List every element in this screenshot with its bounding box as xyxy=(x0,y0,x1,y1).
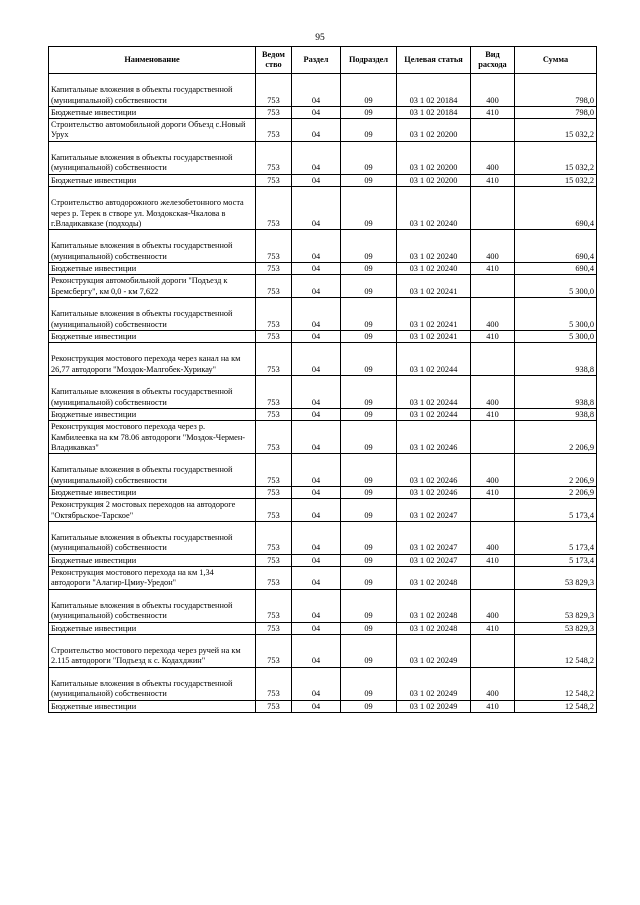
table-row xyxy=(49,74,597,107)
cell-razdel: 04 xyxy=(292,700,341,712)
cell-name: Реконструкция автомобильной дороги "Подъезд к Бремсбергу", км 0,0 - км 7,622 xyxy=(49,275,256,298)
cell-target-article: 03 1 02 20241 xyxy=(397,275,471,298)
cell-name: Строительство автомобильной дороги Объезд с.Новый Урух xyxy=(49,119,256,142)
table-row xyxy=(49,297,597,330)
cell-name: Капитальные вложения в объекты государственной (муниципальной) собственности xyxy=(49,74,256,107)
cell-podrazdel: 09 xyxy=(341,408,397,420)
cell-ved: 753 xyxy=(256,119,292,142)
cell-podrazdel: 09 xyxy=(341,174,397,186)
cell-razdel: 04 xyxy=(292,589,341,622)
cell-podrazdel: 09 xyxy=(341,297,397,330)
cell-expense-type: 400 xyxy=(471,74,515,107)
table-row xyxy=(49,554,597,566)
cell-sum: 798,0 xyxy=(515,74,597,107)
cell-target-article: 03 1 02 20246 xyxy=(397,454,471,487)
budget-table xyxy=(48,46,597,713)
cell-ved: 753 xyxy=(256,499,292,522)
cell-podrazdel: 09 xyxy=(341,376,397,409)
cell-podrazdel: 09 xyxy=(341,230,397,263)
cell-razdel: 04 xyxy=(292,486,341,498)
cell-podrazdel: 09 xyxy=(341,275,397,298)
cell-sum: 12 548,2 xyxy=(515,700,597,712)
cell-target-article: 03 1 02 20200 xyxy=(397,141,471,174)
cell-sum: 53 829,3 xyxy=(515,567,597,590)
cell-razdel: 04 xyxy=(292,186,341,229)
cell-name: Строительство автодорожного железобетонного моста через р. Терек в створе ул. Моздокская-Чкалова в г.Владикавказе (подходы) xyxy=(49,186,256,229)
table-row xyxy=(49,700,597,712)
cell-sum: 938,8 xyxy=(515,376,597,409)
cell-podrazdel: 09 xyxy=(341,499,397,522)
header-expense-type: Вид расхода xyxy=(471,47,515,74)
cell-target-article: 03 1 02 20244 xyxy=(397,343,471,376)
table-row xyxy=(49,567,597,590)
cell-podrazdel: 09 xyxy=(341,622,397,634)
cell-razdel: 04 xyxy=(292,667,341,700)
cell-target-article: 03 1 02 20248 xyxy=(397,567,471,590)
cell-ved: 753 xyxy=(256,186,292,229)
table-row xyxy=(49,486,597,498)
cell-target-article: 03 1 02 20244 xyxy=(397,376,471,409)
cell-expense-type: 410 xyxy=(471,263,515,275)
cell-sum: 5 300,0 xyxy=(515,275,597,298)
cell-name: Капитальные вложения в объекты государственной (муниципальной) собственности xyxy=(49,667,256,700)
cell-razdel: 04 xyxy=(292,376,341,409)
cell-target-article: 03 1 02 20240 xyxy=(397,263,471,275)
cell-target-article: 03 1 02 20249 xyxy=(397,634,471,667)
cell-ved: 753 xyxy=(256,263,292,275)
cell-target-article: 03 1 02 20248 xyxy=(397,589,471,622)
table-row xyxy=(49,622,597,634)
cell-expense-type: 400 xyxy=(471,521,515,554)
cell-target-article: 03 1 02 20246 xyxy=(397,421,471,454)
cell-expense-type: 410 xyxy=(471,106,515,118)
cell-sum: 15 032,2 xyxy=(515,119,597,142)
cell-sum: 798,0 xyxy=(515,106,597,118)
header-podrazdel: Подраздел xyxy=(341,47,397,74)
cell-expense-type xyxy=(471,421,515,454)
cell-sum: 2 206,9 xyxy=(515,486,597,498)
table-row xyxy=(49,106,597,118)
cell-expense-type: 410 xyxy=(471,174,515,186)
cell-name: Капитальные вложения в объекты государственной (муниципальной) собственности xyxy=(49,297,256,330)
cell-name: Бюджетные инвестиции xyxy=(49,106,256,118)
cell-ved: 753 xyxy=(256,567,292,590)
cell-podrazdel: 09 xyxy=(341,119,397,142)
cell-ved: 753 xyxy=(256,141,292,174)
table-row xyxy=(49,275,597,298)
cell-podrazdel: 09 xyxy=(341,141,397,174)
cell-ved: 753 xyxy=(256,622,292,634)
cell-podrazdel: 09 xyxy=(341,589,397,622)
cell-target-article: 03 1 02 20247 xyxy=(397,554,471,566)
cell-ved: 753 xyxy=(256,343,292,376)
header-ved: Ведом ство xyxy=(256,47,292,74)
cell-ved: 753 xyxy=(256,521,292,554)
cell-sum: 690,4 xyxy=(515,186,597,229)
table-row xyxy=(49,454,597,487)
table-row xyxy=(49,421,597,454)
cell-podrazdel: 09 xyxy=(341,106,397,118)
cell-expense-type xyxy=(471,343,515,376)
cell-name: Бюджетные инвестиции xyxy=(49,554,256,566)
cell-expense-type: 400 xyxy=(471,589,515,622)
header-name: Наименование xyxy=(49,47,256,74)
cell-name: Капитальные вложения в объекты государственной (муниципальной) собственности xyxy=(49,521,256,554)
cell-expense-type: 400 xyxy=(471,667,515,700)
cell-razdel: 04 xyxy=(292,141,341,174)
table-row xyxy=(49,521,597,554)
cell-name: Капитальные вложения в объекты государственной (муниципальной) собственности xyxy=(49,454,256,487)
cell-razdel: 04 xyxy=(292,408,341,420)
cell-expense-type: 410 xyxy=(471,700,515,712)
cell-name: Бюджетные инвестиции xyxy=(49,486,256,498)
cell-podrazdel: 09 xyxy=(341,263,397,275)
cell-name: Реконструкция 2 мостовых переходов на автодороге "Октябрьское-Тарское" xyxy=(49,499,256,522)
cell-sum: 5 173,4 xyxy=(515,521,597,554)
cell-razdel: 04 xyxy=(292,330,341,342)
cell-podrazdel: 09 xyxy=(341,486,397,498)
cell-ved: 753 xyxy=(256,589,292,622)
cell-target-article: 03 1 02 20249 xyxy=(397,667,471,700)
cell-razdel: 04 xyxy=(292,454,341,487)
cell-razdel: 04 xyxy=(292,119,341,142)
cell-sum: 53 829,3 xyxy=(515,622,597,634)
cell-podrazdel: 09 xyxy=(341,74,397,107)
header-sum: Сумма xyxy=(515,47,597,74)
cell-sum: 5 300,0 xyxy=(515,330,597,342)
table-row xyxy=(49,634,597,667)
cell-podrazdel: 09 xyxy=(341,667,397,700)
cell-sum: 938,8 xyxy=(515,408,597,420)
cell-expense-type: 410 xyxy=(471,554,515,566)
cell-expense-type: 400 xyxy=(471,230,515,263)
cell-ved: 753 xyxy=(256,700,292,712)
cell-name: Капитальные вложения в объекты государственной (муниципальной) собственности xyxy=(49,141,256,174)
cell-expense-type xyxy=(471,275,515,298)
cell-sum: 690,4 xyxy=(515,263,597,275)
cell-sum: 12 548,2 xyxy=(515,634,597,667)
cell-razdel: 04 xyxy=(292,567,341,590)
cell-sum: 5 173,4 xyxy=(515,554,597,566)
cell-podrazdel: 09 xyxy=(341,521,397,554)
table-row xyxy=(49,589,597,622)
cell-target-article: 03 1 02 20249 xyxy=(397,700,471,712)
table-row xyxy=(49,230,597,263)
cell-target-article: 03 1 02 20240 xyxy=(397,186,471,229)
cell-razdel: 04 xyxy=(292,263,341,275)
cell-sum: 2 206,9 xyxy=(515,421,597,454)
cell-name: Строительство мостового перехода через ручей на км 2.115 автодороги "Подъезд к с. Кодахджин" xyxy=(49,634,256,667)
cell-expense-type: 400 xyxy=(471,376,515,409)
header-razdel: Раздел xyxy=(292,47,341,74)
cell-target-article: 03 1 02 20247 xyxy=(397,521,471,554)
cell-ved: 753 xyxy=(256,230,292,263)
cell-razdel: 04 xyxy=(292,421,341,454)
cell-razdel: 04 xyxy=(292,622,341,634)
table-row xyxy=(49,263,597,275)
cell-ved: 753 xyxy=(256,74,292,107)
cell-sum: 5 173,4 xyxy=(515,499,597,522)
cell-sum: 938,8 xyxy=(515,343,597,376)
cell-podrazdel: 09 xyxy=(341,186,397,229)
cell-ved: 753 xyxy=(256,174,292,186)
cell-expense-type: 410 xyxy=(471,486,515,498)
cell-ved: 753 xyxy=(256,421,292,454)
table-row xyxy=(49,376,597,409)
table-row xyxy=(49,408,597,420)
header-target-article: Целевая статья xyxy=(397,47,471,74)
cell-name: Бюджетные инвестиции xyxy=(49,700,256,712)
table-header-row xyxy=(49,47,597,74)
cell-name: Реконструкция мостового перехода через р. Камбилеевка на км 78.06 автодороги "Моздок-Чермен-Владикавказ" xyxy=(49,421,256,454)
cell-ved: 753 xyxy=(256,408,292,420)
cell-target-article: 03 1 02 20244 xyxy=(397,408,471,420)
cell-ved: 753 xyxy=(256,275,292,298)
cell-sum: 53 829,3 xyxy=(515,589,597,622)
cell-podrazdel: 09 xyxy=(341,454,397,487)
cell-razdel: 04 xyxy=(292,174,341,186)
cell-ved: 753 xyxy=(256,634,292,667)
cell-target-article: 03 1 02 20241 xyxy=(397,297,471,330)
cell-expense-type: 400 xyxy=(471,454,515,487)
table-row xyxy=(49,667,597,700)
cell-ved: 753 xyxy=(256,376,292,409)
cell-name: Бюджетные инвестиции xyxy=(49,622,256,634)
cell-expense-type: 410 xyxy=(471,408,515,420)
cell-expense-type: 410 xyxy=(471,622,515,634)
cell-ved: 753 xyxy=(256,330,292,342)
cell-expense-type xyxy=(471,499,515,522)
cell-sum: 690,4 xyxy=(515,230,597,263)
cell-ved: 753 xyxy=(256,486,292,498)
cell-razdel: 04 xyxy=(292,297,341,330)
cell-expense-type xyxy=(471,186,515,229)
cell-podrazdel: 09 xyxy=(341,343,397,376)
cell-target-article: 03 1 02 20248 xyxy=(397,622,471,634)
cell-name: Капитальные вложения в объекты государственной (муниципальной) собственности xyxy=(49,589,256,622)
cell-razdel: 04 xyxy=(292,230,341,263)
cell-podrazdel: 09 xyxy=(341,700,397,712)
cell-sum: 15 032,2 xyxy=(515,174,597,186)
cell-expense-type xyxy=(471,567,515,590)
cell-name: Капитальные вложения в объекты государственной (муниципальной) собственности xyxy=(49,376,256,409)
cell-sum: 2 206,9 xyxy=(515,454,597,487)
cell-target-article: 03 1 02 20240 xyxy=(397,230,471,263)
cell-target-article: 03 1 02 20184 xyxy=(397,74,471,107)
cell-podrazdel: 09 xyxy=(341,421,397,454)
cell-razdel: 04 xyxy=(292,106,341,118)
cell-name: Бюджетные инвестиции xyxy=(49,174,256,186)
cell-expense-type xyxy=(471,119,515,142)
cell-razdel: 04 xyxy=(292,275,341,298)
cell-name: Реконструкция мостового перехода через канал на км 26,77 автодороги "Моздок-Малгобек-Хурикау" xyxy=(49,343,256,376)
cell-ved: 753 xyxy=(256,106,292,118)
cell-target-article: 03 1 02 20247 xyxy=(397,499,471,522)
cell-razdel: 04 xyxy=(292,634,341,667)
cell-expense-type: 400 xyxy=(471,297,515,330)
cell-target-article: 03 1 02 20200 xyxy=(397,119,471,142)
cell-podrazdel: 09 xyxy=(341,567,397,590)
cell-name: Реконструкция мостового перехода на км 1,34 автодороги "Алагир-Цмиу-Уредон" xyxy=(49,567,256,590)
cell-name: Бюджетные инвестиции xyxy=(49,408,256,420)
cell-sum: 12 548,2 xyxy=(515,667,597,700)
table-body xyxy=(49,74,597,713)
cell-name: Бюджетные инвестиции xyxy=(49,330,256,342)
table-row xyxy=(49,343,597,376)
table-row xyxy=(49,186,597,229)
page-number: 95 xyxy=(315,33,325,43)
table-row xyxy=(49,330,597,342)
cell-target-article: 03 1 02 20200 xyxy=(397,174,471,186)
cell-podrazdel: 09 xyxy=(341,554,397,566)
cell-sum: 15 032,2 xyxy=(515,141,597,174)
cell-sum: 5 300,0 xyxy=(515,297,597,330)
cell-ved: 753 xyxy=(256,454,292,487)
cell-ved: 753 xyxy=(256,297,292,330)
cell-expense-type: 410 xyxy=(471,330,515,342)
cell-podrazdel: 09 xyxy=(341,330,397,342)
cell-razdel: 04 xyxy=(292,554,341,566)
table-row xyxy=(49,499,597,522)
table-row xyxy=(49,119,597,142)
cell-name: Капитальные вложения в объекты государственной (муниципальной) собственности xyxy=(49,230,256,263)
cell-ved: 753 xyxy=(256,554,292,566)
table-row xyxy=(49,141,597,174)
cell-target-article: 03 1 02 20241 xyxy=(397,330,471,342)
cell-razdel: 04 xyxy=(292,499,341,522)
cell-razdel: 04 xyxy=(292,74,341,107)
cell-expense-type xyxy=(471,634,515,667)
cell-target-article: 03 1 02 20184 xyxy=(397,106,471,118)
table-row xyxy=(49,174,597,186)
cell-razdel: 04 xyxy=(292,521,341,554)
cell-razdel: 04 xyxy=(292,343,341,376)
cell-target-article: 03 1 02 20246 xyxy=(397,486,471,498)
cell-expense-type: 400 xyxy=(471,141,515,174)
cell-podrazdel: 09 xyxy=(341,634,397,667)
cell-name: Бюджетные инвестиции xyxy=(49,263,256,275)
cell-ved: 753 xyxy=(256,667,292,700)
